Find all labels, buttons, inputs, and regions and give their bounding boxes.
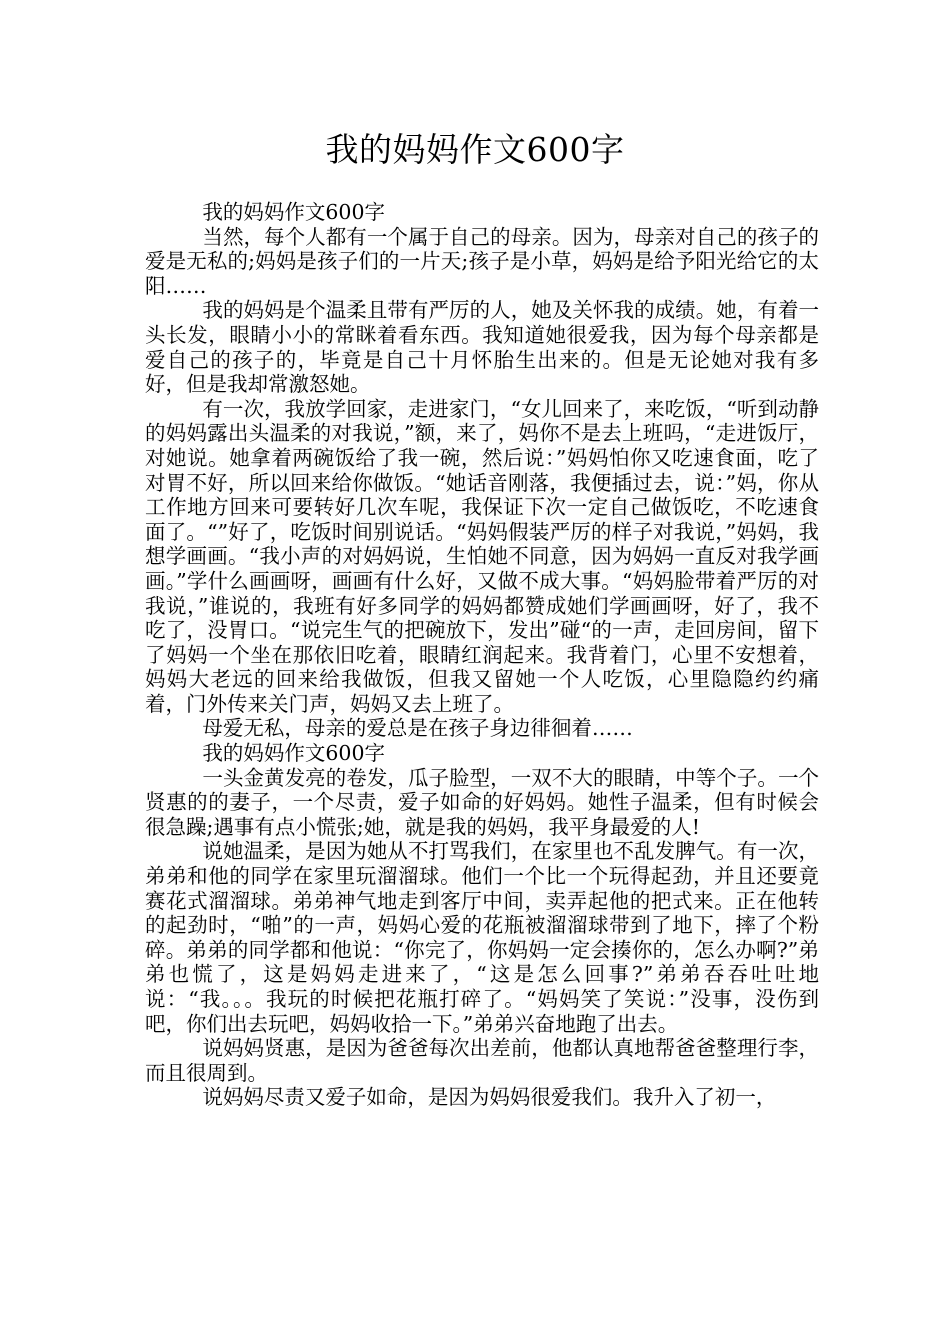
paragraph-conclusion: 母爱无私，母亲的爱总是在孩子身边徘徊着…… [202,716,633,741]
paragraph-appearance: 一头金黄发亮的卷发，瓜子脸型，一双不大的眼睛，中等个子。一个贤惠的的妻子，一个尽责，爱子如命的好妈妈。她性子温柔，但有时候会很急躁;遇事有点小慌张;她，就是我的妈妈，我平身最爱的人! [145,765,819,839]
paragraph-subtitle-2: 我的妈妈作文600字 [202,741,386,766]
paragraph-gentle: 说她温柔，是因为她从不打骂我们，在家里也不乱发脾气。有一次，弟弟和他的同学在家里玩溜溜球。他们一个比一个玩得起劲，并且还要竟赛花式溜溜球。弟弟神气地走到客厅中间，卖弄起他的把式来。正在他转的起劲时，“啪”的一声，妈妈心爱的花瓶被溜溜球带到了地下，摔了个粉碎。弟弟的同学都和他说：“你完了，你妈妈一定会揍你的，怎么办啊?”弟弟也慌了，这是妈妈走进来了，“这是怎么回事?”弟弟吞吞吐吐地说：“我。。。我玩的时候把花瓶打碎了。“妈妈笑了笑说：”没事，没伤到吧，你们出去玩吧，妈妈收拾一下。”弟弟兴奋地跑了出去。 [145,839,819,1036]
paragraph-intro: 当然，每个人都有一个属于自己的母亲。因为，母亲对自己的孩子的爱是无私的;妈妈是孩子们的一片天;孩子是小草，妈妈是给予阳光给它的太阳…… [145,224,819,298]
document-title: 我的妈妈作文600字 [325,130,625,169]
paragraph-subtitle-1: 我的妈妈作文600字 [202,200,386,224]
paragraph-description: 我的妈妈是个温柔且带有严厉的人，她及关怀我的成绩。她，有着一头长发，眼睛小小的常眯着看东西。我知道她很爱我，因为每个母亲都是爱自己的孩子的，毕竟是自己十月怀胎生出来的。但是无论她对我有多好，但是我却常激怒她。 [145,298,819,397]
paragraph-story: 有一次，我放学回家，走进家门，“女儿回来了，来吃饭，“听到动静的妈妈露出头温柔的对我说，”额，来了，妈你不是去上班吗，“走进饭厅，对她说。她拿着两碗饭给了我一碗，然后说：”妈妈怕你又吃速食面，吃了对胃不好，所以回来给你做饭。“她话音刚落，我便插过去，说：”妈，你从工作地方回来可要转好几次车呢，我保证下次一定自己做饭吃，不吃速食面了。“”好了，吃饭时间别说话。“妈妈假装严厉的样子对我说，”妈妈，我想学画画。“我小声的对妈妈说，生怕她不同意，因为妈妈一直反对我学画画。”学什么画画呀，画画有什么好，又做不成大事。“妈妈脸带着严厉的对我说，”谁说的，我班有好多同学的妈妈都赞成她们学画画呀，好了，我不吃了，没胃口。“说完生气的把碗放下，发出”碰“的一声，走回房间，留下了妈妈一个坐在那依旧吃着，眼睛红润起来。我背着门，心里不安想着，妈妈大老远的回来给我做饭，但我又留她一个人吃饭，心里隐隐约约痛着，门外传来关门声，妈妈又去上班了。 [145,396,819,716]
paragraph-responsible: 说妈妈尽责又爱子如命，是因为妈妈很爱我们。我升入了初一， [202,1085,777,1110]
paragraph-virtuous: 说妈妈贤惠，是因为爸爸每次出差前，他都认真地帮爸爸整理行李，而且很周到。 [145,1036,819,1085]
document-body [145,200,819,1110]
